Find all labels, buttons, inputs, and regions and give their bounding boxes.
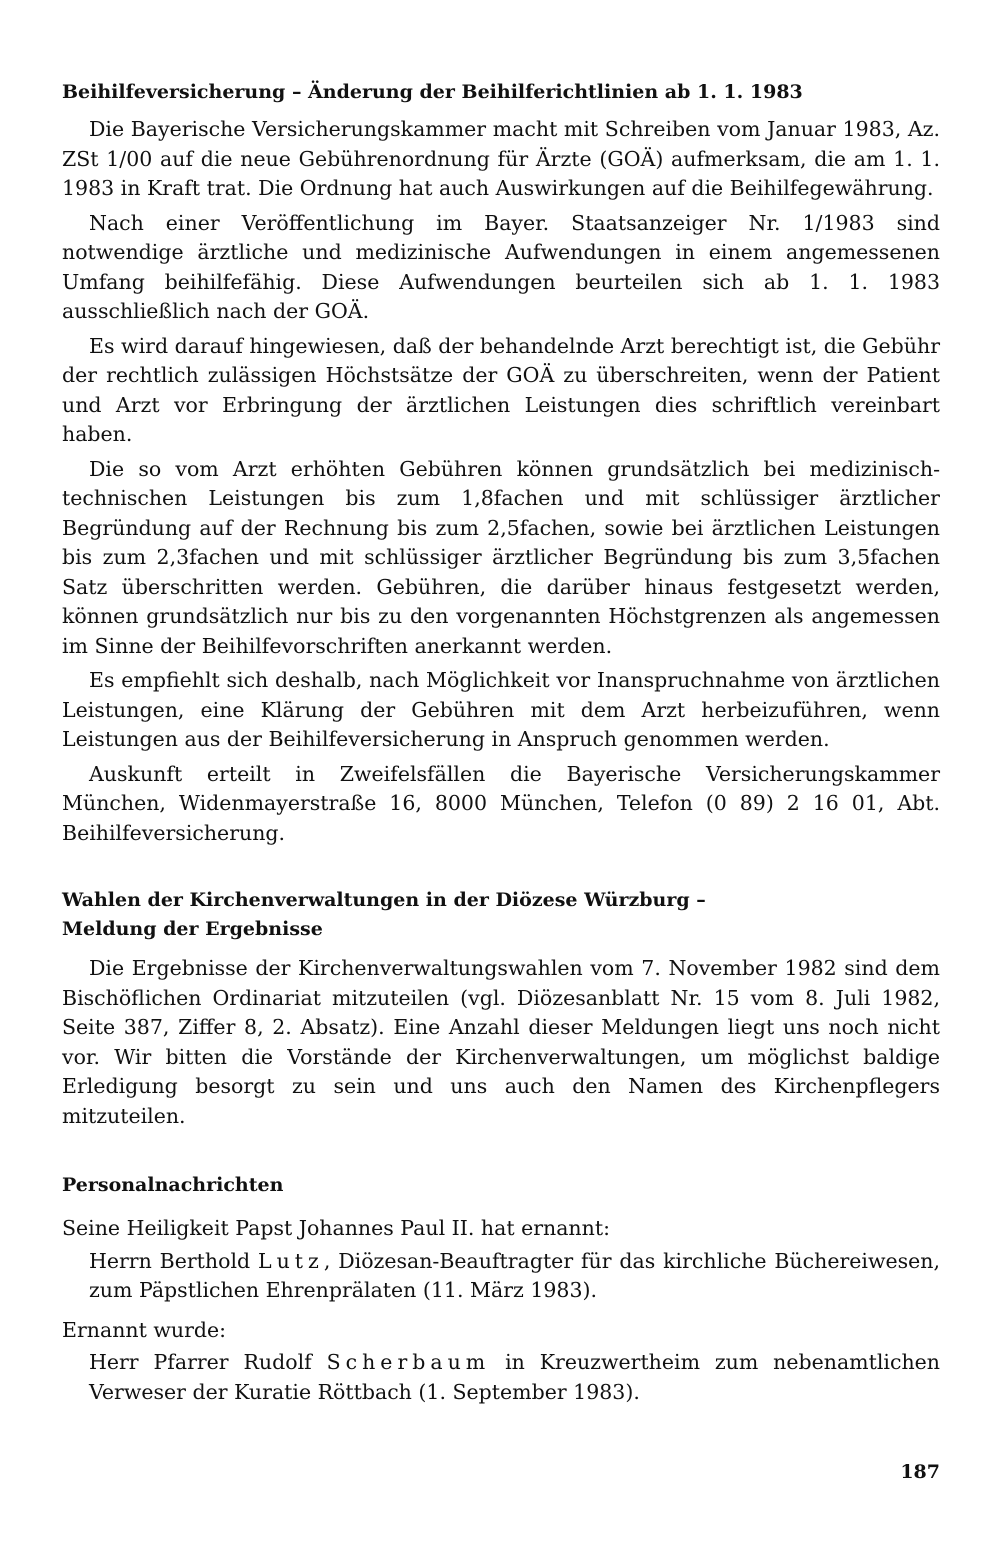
appointment-intro: Ernannt wurde: [62, 1317, 227, 1342]
section-personalnachrichten [62, 1171, 940, 1407]
paragraph: Nach einer Veröffentlichung im Bayer. Staatsanzeiger Nr. 1/1983 sind notwendige ärztliche und medizinische Aufwendungen in einem angemessenen Umfang beihilfefähig. Diese Aufwendungen beurteilen sich ab 1. 1. 1983 ausschließlich nach der GOÄ. [62, 210, 940, 323]
section-heading [62, 886, 940, 944]
entry-text: , Diözesan-Beauftragter für das kirchliche Büchereiwesen, zum Päpstlichen Ehrenprälaten (11. März 1983). [89, 1248, 940, 1302]
heading-line: Wahlen der Kirchenverwaltungen in der Diözese Würzburg – [62, 889, 706, 911]
page-number: 187 [900, 1461, 940, 1483]
paragraph: Die Bayerische Versicherungskammer macht mit Schreiben vom Januar 1983, Az. ZSt 1/00 auf die neue Gebührenordnung für Ärzte (GOÄ) aufmerksam, die am 1. 1. 1983 in Kraft trat. Die Ordnung hat auch Auswirkungen auf die Beihilfegewährung. [62, 117, 940, 200]
section-heading: Beihilfeversicherung – Änderung der Beihilferichtlinien ab 1. 1. 1983 [62, 81, 803, 103]
section-kirchenverwaltungswahlen [62, 886, 940, 1131]
section-heading: Personalnachrichten [62, 1174, 284, 1196]
entry-text: Herr Pfarrer Rudolf [89, 1350, 327, 1374]
appointment-entry [89, 1348, 940, 1407]
entry-text: in Kreuzwertheim zum nebenamtlichen Verweser der Kuratie Röttbach (1. September 1983). [89, 1350, 940, 1404]
person-name: Lutz [257, 1248, 324, 1273]
appointment-intro: Seine Heiligkeit Papst Johannes Paul II. hat ernannt: [62, 1216, 610, 1240]
section-beihilfeversicherung [62, 78, 940, 848]
paragraph: Auskunft erteilt in Zweifelsfällen die Bayerische Versicherungskammer München, Widenmayerstraße 16, 8000 München, Telefon (0 89) 2 16 01, Abt. Beihilfeversicherung. [62, 761, 940, 845]
heading-line: Meldung der Ergebnisse [62, 918, 323, 940]
paragraph: Es wird darauf hingewiesen, daß der behandelnde Arzt berechtigt ist, die Gebühr der rechtlich zulässigen Höchstsätze der GOÄ zu überschreiten, wenn der Patient und Arzt vor Erbringung der ärztlichen Leistungen dies schriftlich vereinbart haben. [62, 333, 940, 446]
paragraph: Die Ergebnisse der Kirchenverwaltungswahlen vom 7. November 1982 sind dem Bischöflichen Ordinariat mitzuteilen (vgl. Diözesanblatt Nr. 15 vom 8. Juli 1982, Seite 387, Ziffer 8, 2. Absatz). Eine Anzahl dieser Meldungen liegt uns noch nicht vor. Wir bitten die Vorstände der Kirchenverwaltungen, um möglichst baldige Erledigung besorgt zu sein und uns auch den Namen des Kirchenpflegers mitzuteilen. [62, 956, 940, 1128]
paragraph: Die so vom Arzt erhöhten Gebühren können grundsätzlich bei medizinisch-technischen Leistungen bis zum 1,8fachen und mit schlüssiger ärztlicher Begründung auf der Rechnung bis zum 2,5fachen, sowie bei ärztlichen Leistungen bis zum 2,3fachen und mit schlüssiger ärztlicher Begründung bis zum 3,5fachen Satz überschritten werden. Gebühren, die darüber hinaus festgesetzt werden, können grundsätzlich nur bis zu den vorgenannten Höchstgrenzen als angemessen im Sinne der Beihilfevorschriften anerkannt werden. [62, 456, 940, 658]
person-name: Scherbaum [326, 1350, 491, 1374]
entry-text: Herrn Berthold [89, 1248, 258, 1273]
paragraph: Es empfiehlt sich deshalb, nach Möglichkeit vor Inanspruchnahme von ärztlichen Leistungen, eine Klärung der Gebühren mit dem Arzt herbeizuführen, wenn Leistungen aus der Beihilfeversicherung in Anspruch genommen werden. [62, 668, 940, 751]
appointment-entry [89, 1247, 940, 1306]
